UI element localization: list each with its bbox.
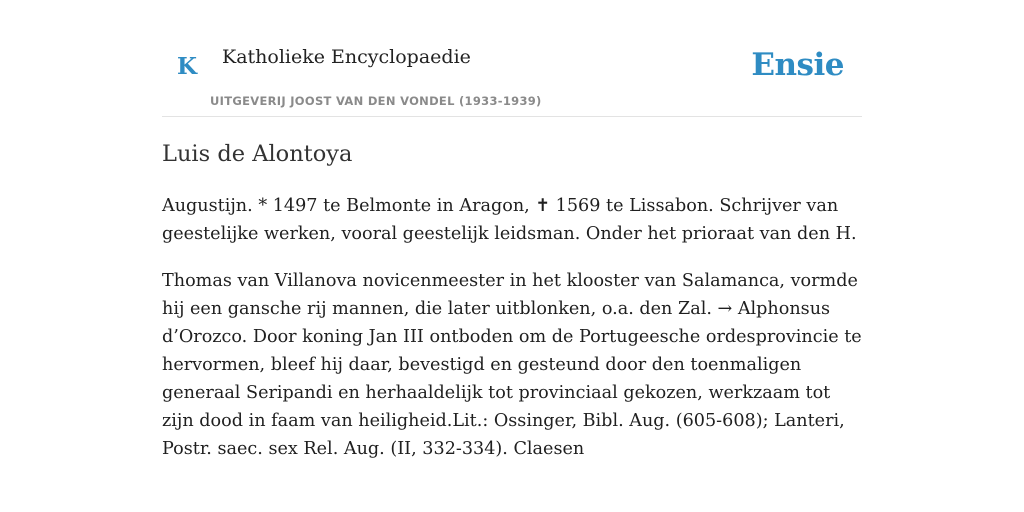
- site-logo[interactable]: K: [177, 53, 197, 80]
- article-title: Luis de Alontoya: [162, 141, 353, 167]
- site-header: [162, 0, 862, 117]
- site-title[interactable]: Katholieke Encyclopaedie: [222, 46, 471, 68]
- article-paragraph: Thomas van Villanova novicenmeester in het klooster van Salamanca, vormde hij een gansche rij mannen, die later uitblonken, o.a. den Zal. → Alphonsus d’Orozco. Door koning Jan III ontboden om de Portugeesche ordesprovincie te hervormen, bleef hij daar, bevestigd en gesteund door den toenmaligen generaal Seripandi en herhaaldelijk tot provinciaal gekozen, werkzaam tot zijn dood in faam van heiligheid.Lit.: Ossinger, Bibl. Aug. (605-608); Lanteri, Postr. saec. sex Rel. Aug. (II, 332-334). Claesen: [162, 271, 862, 459]
- article-paragraph: Augustijn. * 1497 te Belmonte in Aragon, ✝ 1569 te Lissabon. Schrijver van geestelijke werken, vooral geestelijk leidsman. Onder het prioraat van den H.: [162, 196, 857, 244]
- page-container: [162, 0, 862, 459]
- brand-logo[interactable]: Ensie: [751, 47, 844, 83]
- publisher-label: UITGEVERIJ JOOST VAN DEN VONDEL (1933-1939): [210, 94, 542, 108]
